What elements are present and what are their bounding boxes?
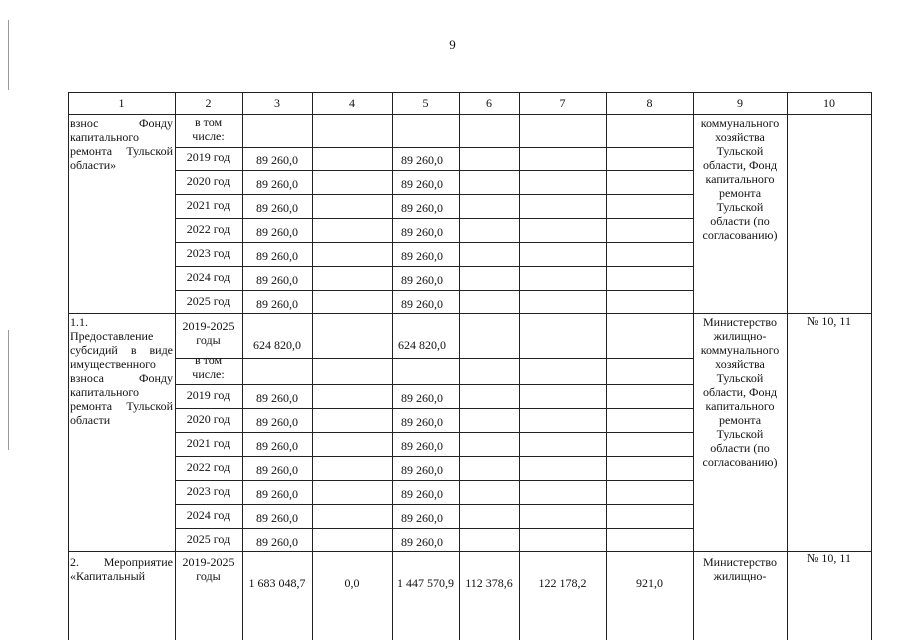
total-col5: 1 447 570,9 [397, 576, 454, 590]
executor-line: области (по [710, 441, 770, 455]
table-line [175, 384, 694, 385]
amount-col5: 89 260,0 [401, 391, 443, 405]
table-line [392, 92, 393, 640]
executor-line: Министерство [703, 555, 777, 569]
total-col4: 0,0 [344, 576, 360, 590]
executor-line: коммунального [700, 116, 780, 130]
scan-edge-line [8, 20, 9, 90]
indicator-ref: № 10, 11 [806, 314, 851, 328]
table-line [175, 218, 694, 219]
including-label: числе: [192, 129, 225, 143]
amount-col5: 89 260,0 [401, 415, 443, 429]
total-col8: 921,0 [636, 576, 663, 590]
total-col3: 624 820,0 [253, 338, 301, 352]
amount-col3: 89 260,0 [256, 153, 298, 167]
table-line [175, 290, 694, 291]
table-line [68, 313, 872, 314]
amount-col5: 89 260,0 [401, 225, 443, 239]
table-line [175, 504, 694, 505]
measure-name-line: области» [70, 158, 117, 172]
table-line [68, 114, 872, 115]
year-label: 2022 год [186, 222, 231, 236]
executor-line: Тульской [716, 427, 764, 441]
including-label: в том [194, 115, 223, 129]
including-label: числе: [192, 367, 225, 381]
executor-line: области (по [710, 214, 770, 228]
amount-col3: 89 260,0 [256, 511, 298, 525]
executor-line: жилищно- [713, 329, 767, 343]
total-col5: 624 820,0 [398, 338, 446, 352]
measure-name-line: ремонта Тульской [70, 399, 173, 413]
measure-name-line: капитального [70, 130, 139, 144]
year-label: 2023 год [186, 484, 231, 498]
executor-line: ремонта [718, 186, 762, 200]
amount-col5: 89 260,0 [401, 511, 443, 525]
amount-col5: 89 260,0 [401, 201, 443, 215]
amount-col3: 89 260,0 [256, 273, 298, 287]
measure-name-line: капитального [70, 385, 139, 399]
measure-name-line: субсидий в виде [70, 343, 173, 357]
amount-col5: 89 260,0 [401, 273, 443, 287]
column-header: 1 [118, 96, 125, 110]
amount-col3: 89 260,0 [256, 463, 298, 477]
table-line [175, 147, 694, 148]
year-label: 2022 год [186, 460, 231, 474]
year-label: 2019 год [186, 388, 231, 402]
period-label: 2019-2025 [182, 555, 235, 569]
year-label: 2024 год [186, 270, 231, 284]
table-line [871, 92, 872, 640]
amount-col5: 89 260,0 [401, 249, 443, 263]
amount-col5: 89 260,0 [401, 153, 443, 167]
year-label: 2021 год [186, 436, 231, 450]
scan-edge-line [8, 330, 9, 450]
total-col7: 122 178,2 [538, 576, 587, 590]
amount-col5: 89 260,0 [401, 297, 443, 311]
table-line [175, 432, 694, 433]
table-line [519, 92, 520, 640]
measure-name-line: Предоставление [70, 329, 154, 343]
period-label: 2019-2025 [182, 319, 235, 333]
amount-col3: 89 260,0 [256, 439, 298, 453]
table-line [459, 92, 460, 640]
budget-table [68, 92, 872, 640]
measure-name-line: имущественного [70, 357, 156, 371]
indicator-ref: № 10, 11 [806, 551, 851, 565]
executor-line: Тульской [716, 200, 764, 214]
total-col3: 1 683 048,7 [248, 576, 306, 590]
year-label: 2024 год [186, 508, 231, 522]
period-label: годы [196, 569, 221, 583]
column-header: 5 [422, 96, 429, 110]
year-label: 2019 год [186, 150, 231, 164]
executor-line: Министерство [703, 315, 777, 329]
total-col6: 112 378,6 [465, 576, 513, 590]
year-label: 2021 год [186, 198, 231, 212]
executor-line: согласованию) [702, 455, 778, 469]
executor-line: жилищно- [713, 569, 767, 583]
executor-line: капитального [705, 399, 775, 413]
table-line [606, 92, 607, 640]
column-header: 10 [823, 96, 835, 110]
table-line [68, 92, 872, 93]
executor-line: области, Фонд [702, 158, 778, 172]
executor-line: Тульской [716, 371, 764, 385]
measure-name-line: взнос Фонду [70, 116, 173, 130]
executor-line: ремонта [718, 413, 762, 427]
table-line [68, 551, 872, 552]
amount-col3: 89 260,0 [256, 415, 298, 429]
executor-line: области, Фонд [702, 385, 778, 399]
measure-name-line: 2. Мероприятие [70, 555, 173, 569]
period-label: годы [196, 333, 221, 347]
executor-line: хозяйства [715, 357, 765, 371]
amount-col3: 89 260,0 [256, 249, 298, 263]
executor-line: капитального [705, 172, 775, 186]
amount-col3: 89 260,0 [256, 177, 298, 191]
table-line [242, 92, 243, 640]
amount-col3: 89 260,0 [256, 297, 298, 311]
executor-line: согласованию) [702, 228, 778, 242]
amount-col5: 89 260,0 [401, 487, 443, 501]
year-label: 2020 год [186, 174, 231, 188]
table-line [175, 242, 694, 243]
measure-name-line: области [70, 413, 111, 427]
column-header: 2 [205, 96, 212, 110]
table-line [175, 456, 694, 457]
measure-name-line: «Капитальный [70, 569, 146, 583]
table-line [175, 528, 694, 529]
including-label: в том [194, 353, 223, 367]
amount-col3: 89 260,0 [256, 201, 298, 215]
table-line [175, 170, 694, 171]
executor-line: хозяйства [715, 130, 765, 144]
table-line [175, 358, 694, 359]
amount-col5: 89 260,0 [401, 463, 443, 477]
amount-col5: 89 260,0 [401, 535, 443, 549]
year-label: 2020 год [186, 412, 231, 426]
column-header: 4 [349, 96, 355, 110]
year-label: 2025 год [186, 532, 231, 546]
table-line [175, 408, 694, 409]
table-line [175, 194, 694, 195]
table-line [312, 92, 313, 640]
column-header: 3 [274, 96, 280, 110]
year-label: 2023 год [186, 246, 231, 260]
column-header: 6 [486, 96, 492, 110]
amount-col3: 89 260,0 [256, 225, 298, 239]
column-header: 7 [559, 96, 566, 110]
amount-col5: 89 260,0 [401, 177, 443, 191]
column-header: 8 [646, 96, 653, 110]
amount-col3: 89 260,0 [256, 487, 298, 501]
measure-name-line: взноса Фонду [70, 371, 173, 385]
measure-name-line: ремонта Тульской [70, 144, 173, 158]
measure-name-line: 1.1. [70, 315, 88, 329]
page-number: 9 [449, 37, 456, 52]
amount-col5: 89 260,0 [401, 439, 443, 453]
table-line [175, 266, 694, 267]
year-label: 2025 год [186, 294, 231, 308]
amount-col3: 89 260,0 [256, 535, 298, 549]
executor-line: коммунального [700, 343, 780, 357]
executor-line: Тульской [716, 144, 764, 158]
amount-col3: 89 260,0 [256, 391, 298, 405]
table-line [175, 480, 694, 481]
table-line [68, 92, 69, 640]
column-header: 9 [737, 96, 743, 110]
